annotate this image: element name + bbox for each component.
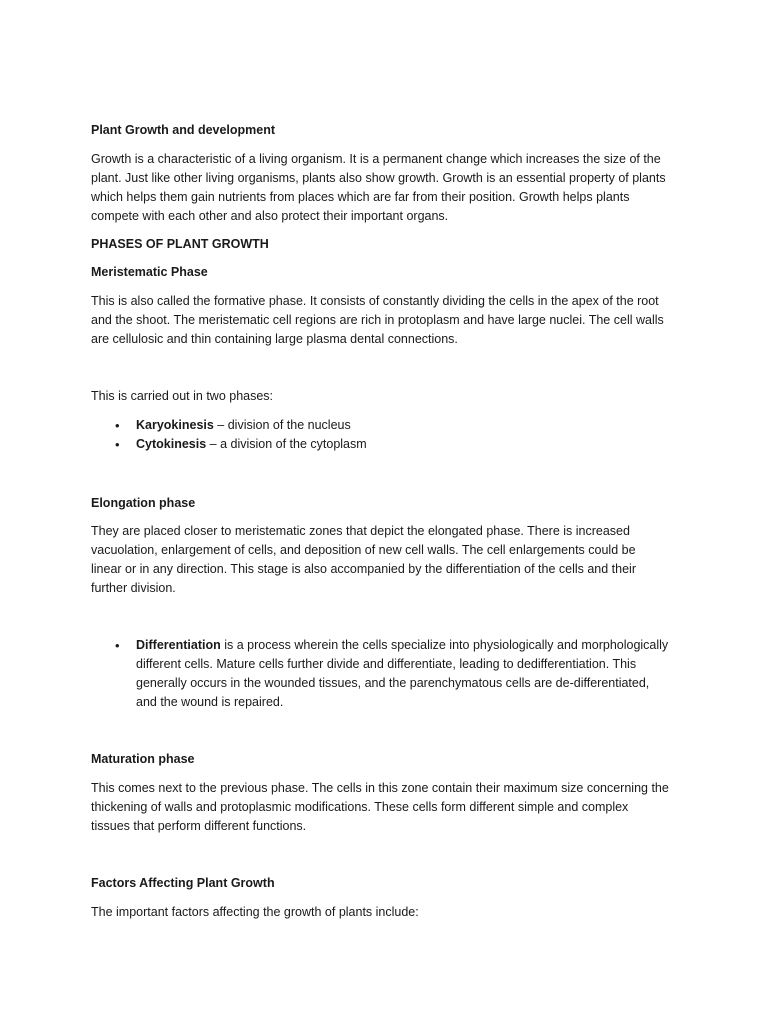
term-differentiation: Differentiation [136,638,221,652]
list-item-line: and the wound is repaired. [136,695,284,709]
term-description: – division of the nucleus [213,418,351,432]
term-description: – a division of the cytoplasm [206,437,367,451]
term-cytokinesis: Cytokinesis [136,437,207,451]
paragraph-line: They are placed closer to meristematic zones that depict the elongated phase. There is increased [91,524,630,538]
paragraph-line: and the shoot. The meristematic cell regions are rich in protoplasm and have large nuclei. The cell walls [91,313,664,327]
elongation-paragraph [91,522,691,598]
paragraph-line: linear or in any direction. This stage is also accompanied by the differentiation of the cells and their [91,562,636,576]
list-item-line: different cells. Mature cells further divide and differentiate, leading to dedifferentiation. This [136,657,637,671]
list-item-line: is a process wherein the cells specialize into physiologically and morphologically [220,638,669,652]
bullet-icon: • [115,418,120,433]
document-title: Plant Growth and development [91,123,276,137]
paragraph-line: tissues that perform different functions. [91,819,307,833]
intro-line: which helps them gain nutrients from places which are far from their position. Growth helps plants [91,190,630,204]
intro-paragraph [91,150,691,226]
maturation-heading: Maturation phase [91,752,195,766]
intro-line: plant. Just like other living organisms, plants also show growth. Growth is an essential property of plants [91,171,666,185]
cell-division-list [91,416,691,454]
elongation-heading: Elongation phase [91,496,196,510]
term-karyokinesis: Karyokinesis [136,418,214,432]
differentiation-list [91,636,691,712]
intro-line: Growth is a characteristic of a living organism. It is a permanent change which increases the size of the [91,152,661,166]
list-item [91,416,691,435]
paragraph-line: vacuolation, enlargement of cells, and deposition of new cell walls. The cell enlargements could be [91,543,636,557]
phases-heading: PHASES OF PLANT GROWTH [91,237,269,251]
two-phases-text: This is carried out in two phases: [91,389,274,403]
intro-line: compete with each other and also protect their important organs. [91,209,449,223]
paragraph-line: further division. [91,581,176,595]
paragraph-line: thickening of walls and protoplasmic modifications. These cells form different simple and complex [91,800,629,814]
paragraph-line: This is also called the formative phase. It consists of constantly dividing the cells in the apex of the root [91,294,659,308]
list-item-line: generally occurs in the wounded tissues, and the parenchymatous cells are de-differentiated, [136,676,650,690]
meristematic-heading: Meristematic Phase [91,265,208,279]
meristematic-paragraph [91,292,691,349]
bullet-icon: • [115,437,120,452]
factors-heading: Factors Affecting Plant Growth [91,876,275,890]
factors-paragraph: The important factors affecting the growth of plants include: [91,905,419,919]
paragraph-line: This comes next to the previous phase. The cells in this zone contain their maximum size concerning the [91,781,669,795]
list-item [91,435,691,454]
bullet-icon: • [115,638,120,653]
maturation-paragraph [91,779,691,836]
paragraph-line: are cellulosic and thin containing large plasma dental connections. [91,332,458,346]
list-item [91,636,691,712]
